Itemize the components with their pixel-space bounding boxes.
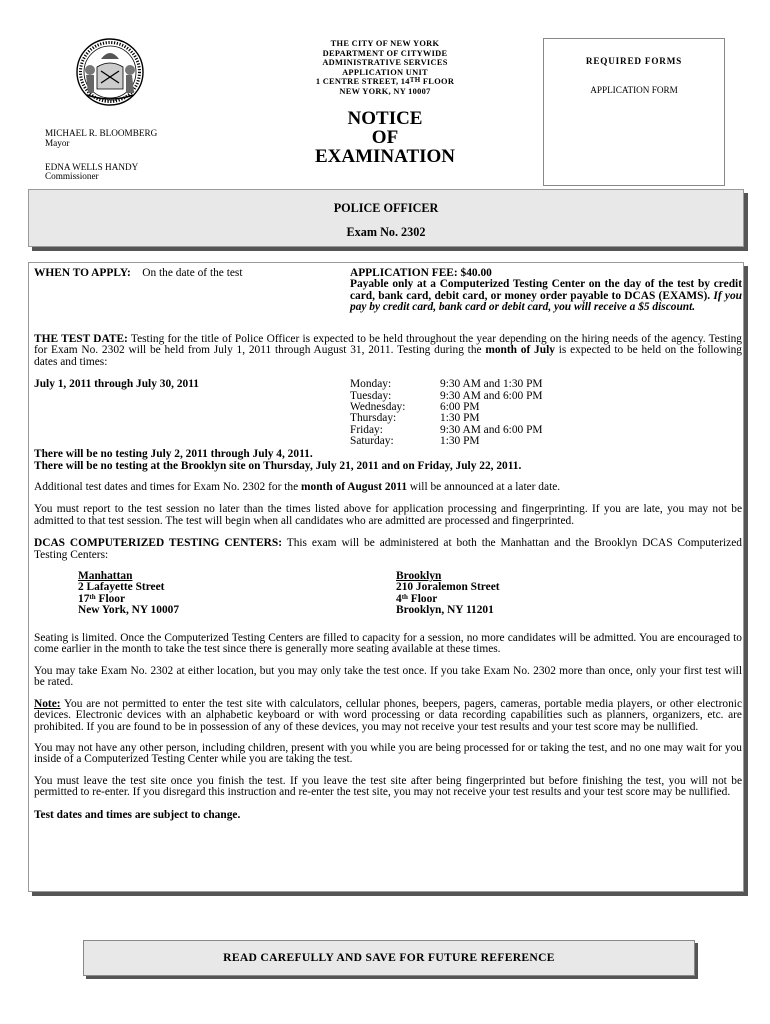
required-forms-heading: REQUIRED FORMS [585,56,683,66]
schedule-day: Wednesday: [350,401,406,414]
mayor-name: MICHAEL R. BLOOMBERG [45,128,158,138]
schedule-day: Friday: [350,423,383,436]
document-title [260,109,510,166]
brooklyn-street: 210 Joralemon Street [396,581,500,594]
manhattan-address [78,571,179,617]
additional-month: month of August 2011 [301,481,408,494]
required-forms-box [543,38,725,186]
mayor-title: Mayor [45,137,70,148]
additional-dates-paragraph [34,482,742,493]
agency-line: APPLICATION UNIT [342,67,428,77]
when-to-apply-label: WHEN TO APPLY: [34,267,131,279]
footer-notice: READ CAREFULLY AND SAVE FOR FUTURE REFERENCE [83,940,695,976]
schedule-time: 6:00 PM [440,401,480,414]
required-form-item: APPLICATION FORM [590,85,678,95]
additional-text: Additional test dates and times for Exam No. 2302 for the [34,481,299,494]
no-testing-notes [34,449,742,472]
schedule-time: 1:30 PM [440,412,480,425]
schedule-time: 1:30 PM [440,435,480,448]
no-testing-line: There will be no testing July 2, 2011 through July 4, 2011. [34,448,313,461]
note-text: You are not permitted to enter the test site with calculators, cellular phones, beepers, pagers, cameras, portable media players, or other electronic devices. Electronic devices with an alphabetic keyboard or with word processing or data recording capabilities such as planners, organizers, etc. are prohibited. If you are found to be in possession of any of these devices, you may not receive your test results and your test score may be nullified. [34,697,742,733]
position-title: POLICE OFFICER [333,201,439,215]
brooklyn-name: Brooklyn [396,570,442,583]
fee-text: Payable only at a Computerized Testing Center on the day of the test by credit card, bank card, debit card, or money order payable to DCAS (EXAMS). [350,278,742,302]
note-paragraph [34,699,742,733]
title-line: EXAMINATION [314,146,456,167]
test-date-text-end: is expected to be held on the following dates and times: [34,344,742,368]
schedule-times [440,379,543,447]
agency-line: 1 CENTRE STREET, 14TH FLOOR [315,76,455,87]
manhattan-floor: 17th Floor [78,592,126,605]
test-date-text: Testing for the title of Police Officer is expected to be held throughout the year depending on the hiring needs of the agency. Testing for Exam No. 2302 will be held from July 1, 2011 through August 31, 2011. Testing during the [34,333,742,357]
test-date-paragraph [34,334,742,368]
city-seal-logo [57,37,163,107]
centers-text: This exam will be administered at both the Manhattan and the Brooklyn DCAS Computerized Testing Centers: [34,537,742,561]
schedule-range: July 1, 2011 through July 30, 2011 [34,378,199,391]
position-title-box [28,189,744,247]
when-to-apply-value: On the date of the test [142,267,243,279]
schedule [34,379,742,449]
agency-line: THE CITY OF NEW YORK [330,39,440,48]
brooklyn-address [396,571,500,617]
no-testing-line: There will be no testing at the Brooklyn site on Thursday, July 21, 2011 and on Friday, July 22, 2011. [34,459,522,472]
schedule-time: 9:30 AM and 6:00 PM [440,389,543,402]
agency-line: NEW YORK, NY 10007 [339,86,431,96]
schedule-days [350,379,405,447]
seating-paragraph: Seating is limited. Once the Computerized Testing Centers are filled to capacity for a session, no more candidates will be admitted. You are encouraged to come earlier in the month to take the test since there is generally more seating available at these times. [34,632,742,656]
manhattan-city: New York, NY 10007 [78,604,180,617]
others-paragraph: You may not have any other person, including children, present with you while you are being processed for or taking the test, and no one may wait for you inside of a Computerized Testing Center while you are taking the test. [34,741,742,766]
report-paragraph: You must report to the test session no later than the times listed above for application processing and fingerprinting. If you are late, you may not be admitted to that test session. The test will begin when all candidates who are admitted are processed and fingerprinted. [34,503,742,527]
commissioner-name: EDNA WELLS HANDY [45,161,139,172]
agency-header [260,39,510,97]
additional-text-end: will be announced at a later date. [409,481,561,494]
schedule-day: Tuesday: [350,389,392,402]
fee-label: APPLICATION FEE: $40.00 [350,267,492,279]
either-location-paragraph: You may take Exam No. 2302 at either location, but you may only take the test once. If you take Exam No. 2302 more than once, only your first test will be rated. [34,664,742,689]
centers-label: DCAS COMPUTERIZED TESTING CENTERS: [34,537,283,550]
commissioner-title: Commissioner [45,171,99,182]
test-date-label: THE TEST DATE: [34,333,128,345]
exam-number: Exam No. 2302 [346,225,426,239]
note-label: Note: [34,697,61,710]
centers-paragraph [34,538,742,561]
test-date-month: month of July [485,344,555,357]
title-line: OF [371,127,399,148]
title-line: NOTICE [347,108,423,129]
manhattan-name: Manhattan [78,570,133,583]
manhattan-street: 2 Lafayette Street [78,581,165,594]
agency-line: ADMINISTRATIVE SERVICES [322,58,448,68]
schedule-day: Monday: [350,378,392,391]
schedule-time: 9:30 AM and 6:00 PM [440,423,543,436]
schedule-day: Thursday: [350,412,397,425]
schedule-time: 9:30 AM and 1:30 PM [440,378,543,391]
brooklyn-city: Brooklyn, NY 11201 [396,604,494,617]
agency-line: DEPARTMENT OF CITYWIDE [322,48,448,58]
schedule-day: Saturday: [350,435,394,448]
officials-block [45,129,157,182]
brooklyn-floor: 4th Floor [396,592,438,605]
leave-paragraph: You must leave the test site once you finish the test. If you leave the test site after being fingerprinted but before finishing the test, you will not be permitted to re-enter. If you disregard this instruction and re-enter the test site, you may not receive your test results and your test score may be nullified. [34,774,742,799]
fee-discount: If you pay by credit card, bank card or debit card, you will receive a $5 discount. [350,289,742,314]
svg-text:1625: 1625 [103,97,117,103]
center-addresses [34,571,742,625]
notice-body [34,268,742,821]
apply-section [34,268,742,334]
subject-to-change: Test dates and times are subject to change. [34,808,241,821]
